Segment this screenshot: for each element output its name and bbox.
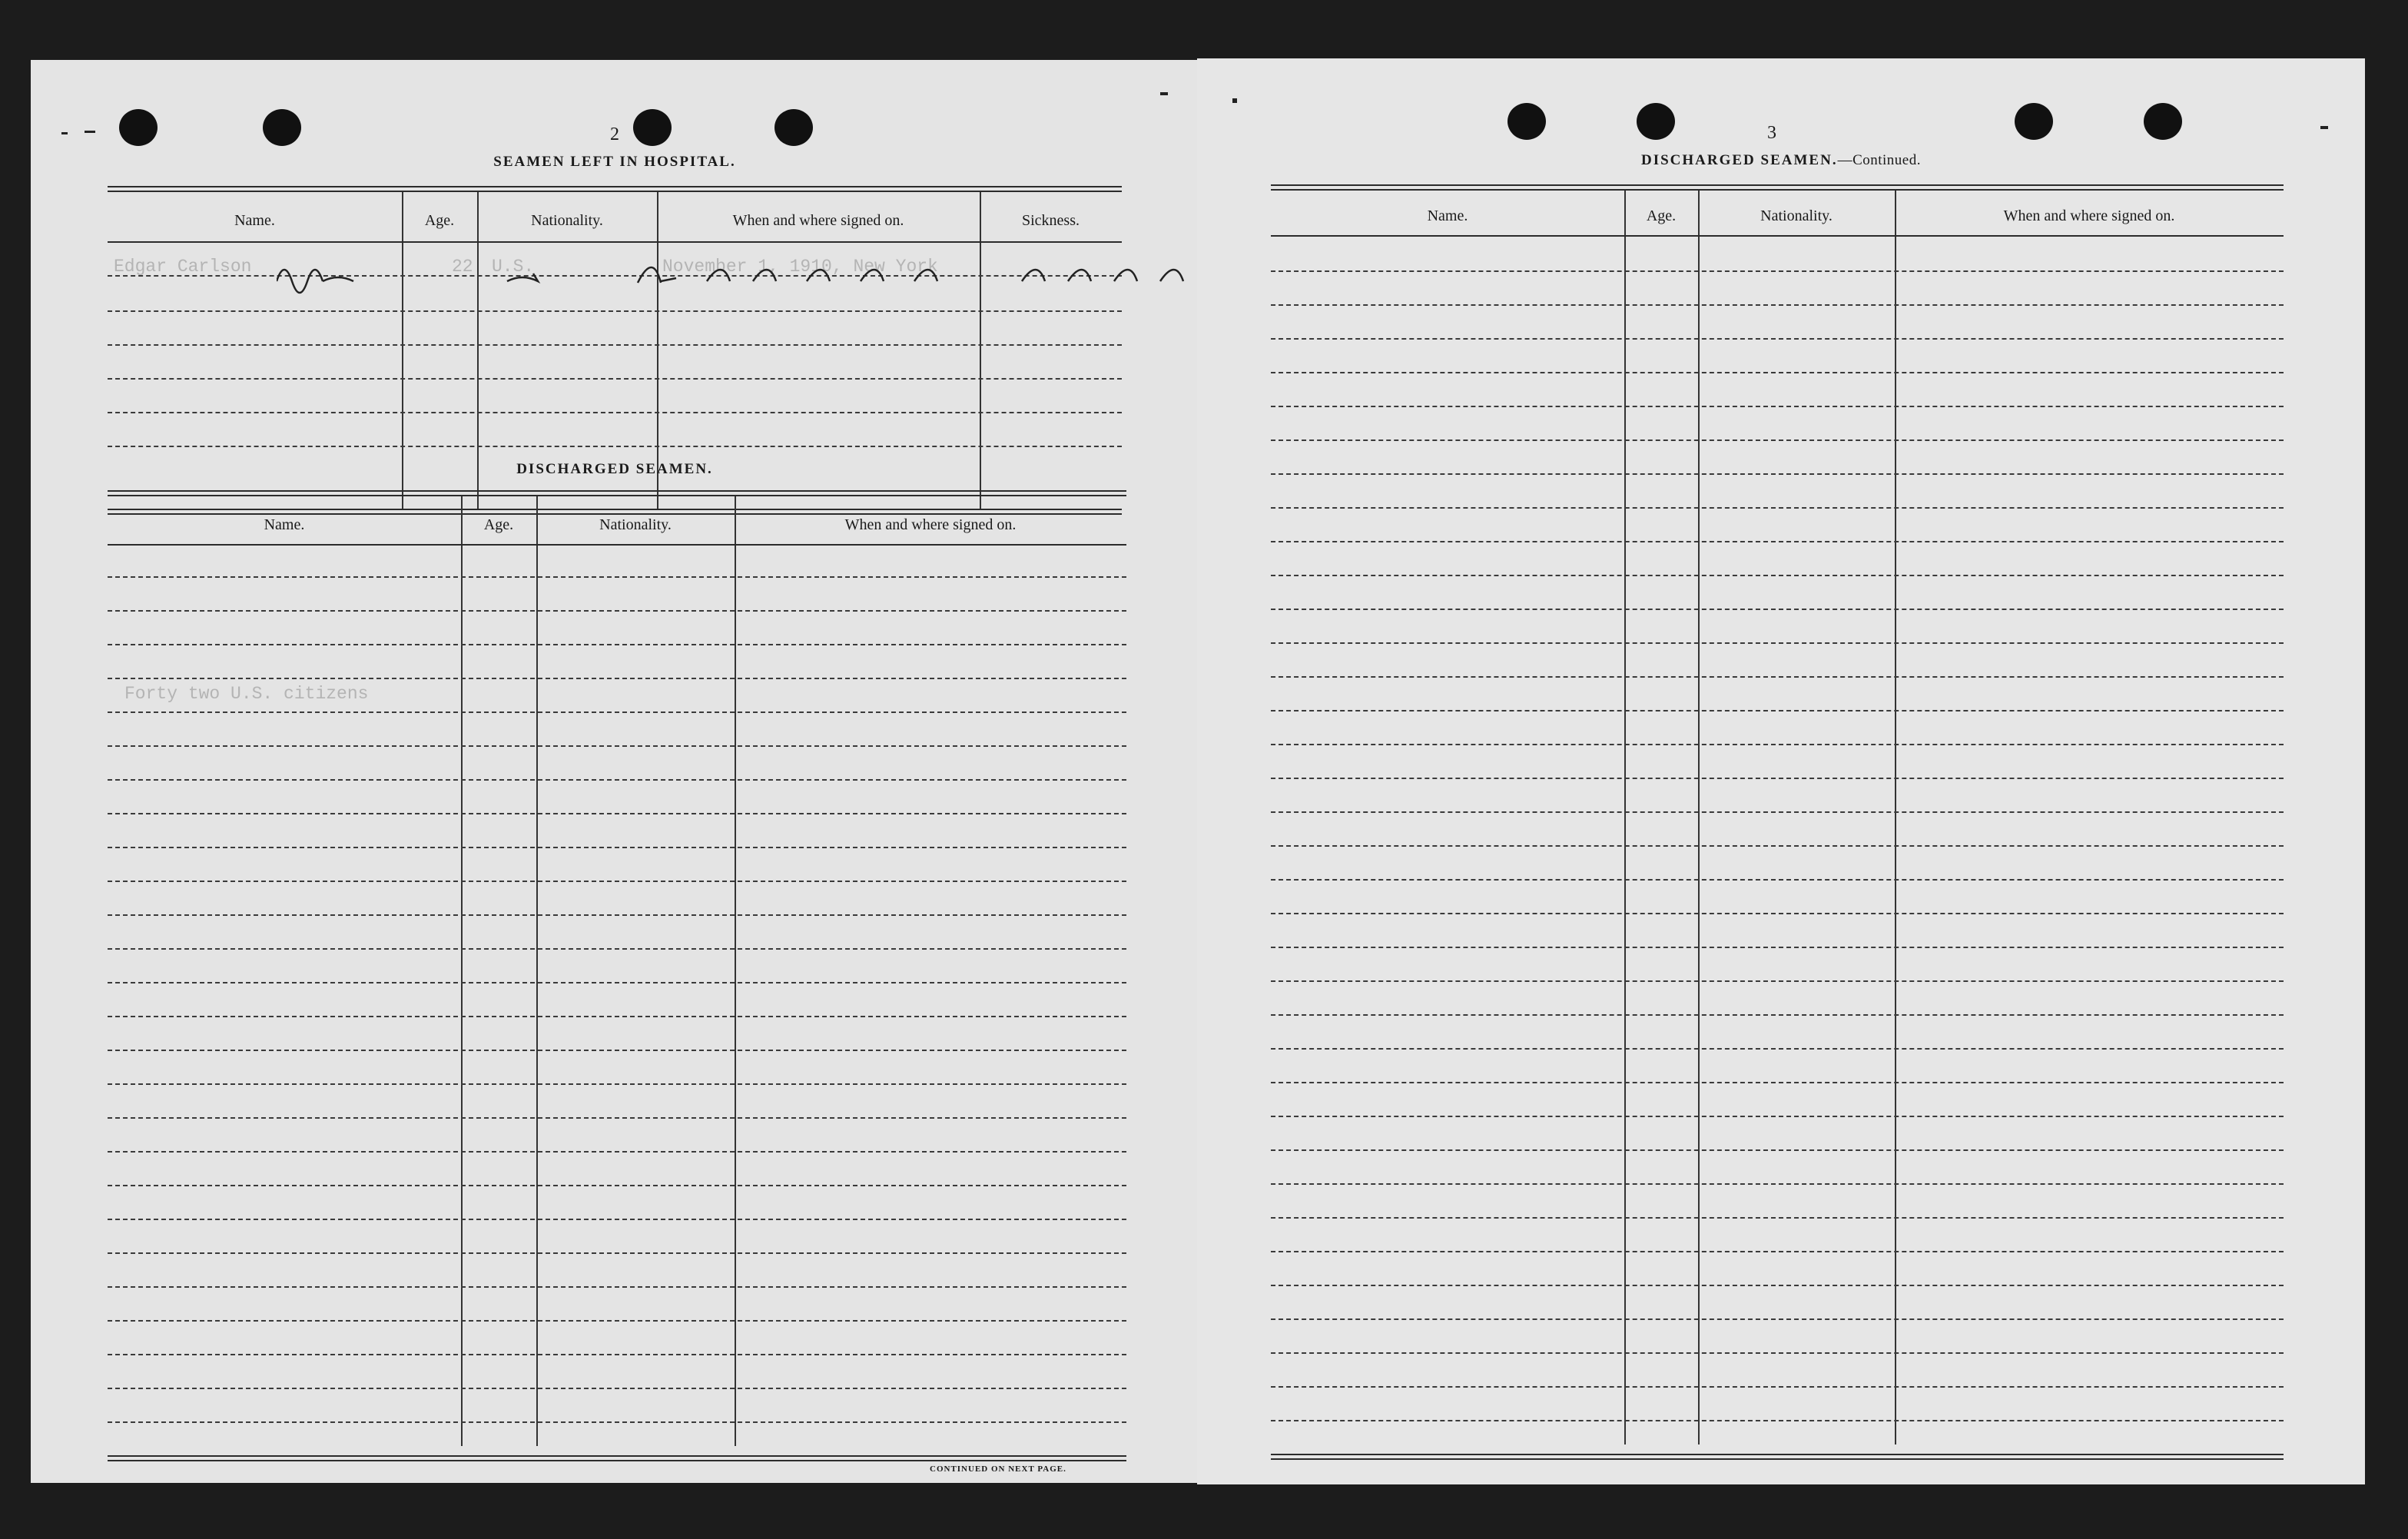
ruled-line [108,711,1126,713]
ruled-line [108,1117,1126,1119]
page-number: 3 [1767,123,1776,143]
ruled-line [108,1185,1126,1186]
ruled-line [1271,710,2284,711]
ruled-line [1271,1014,2284,1016]
ruled-line [108,948,1126,950]
ditto-marks [277,250,1214,297]
ruled-line [108,1320,1126,1322]
col-header-name: Name. [1427,207,1468,224]
ruled-line [1271,1149,2284,1151]
scan-speck [1232,98,1237,103]
punch-hole [2015,103,2053,140]
col-header-age: Age. [483,516,514,533]
col-header-signed-on: When and where signed on. [844,516,1017,533]
title-suffix: —Continued. [1837,152,1921,168]
punch-hole [1637,103,1675,140]
punch-hole [774,109,813,146]
ruled-line [1271,1048,2284,1050]
ruled-line [108,847,1126,848]
ruled-line [1271,744,2284,745]
discharged-table-left [108,490,1126,1460]
ruled-line [1271,1386,2284,1388]
scan-speck [61,132,68,134]
hospital-section-title: SEAMEN LEFT IN HOSPITAL. [493,154,736,170]
ruled-line [108,779,1126,781]
punch-hole [119,109,158,146]
discharged-note: Forty two U.S. citizens [124,684,369,704]
ruled-line [108,881,1126,882]
ruled-line [108,1421,1126,1423]
ruled-line [1271,1318,2284,1320]
ruled-line [1271,1082,2284,1083]
scan-speck [2320,126,2328,129]
ruled-line [1271,1217,2284,1219]
punch-hole [263,109,301,146]
ruled-line [108,1354,1126,1355]
ruled-line [1271,947,2284,948]
col-header-signed-on: When and where signed on. [2003,207,2175,224]
ruled-line [1271,338,2284,340]
left-page [31,60,1199,1483]
ruled-line [1271,778,2284,779]
col-header-age: Age. [1646,207,1677,224]
ruled-line [108,914,1126,916]
punch-hole [2144,103,2182,140]
ruled-line [1271,1116,2284,1117]
hospital-entry-name: Edgar Carlson [114,257,252,277]
hospital-entry-nationality: U.S. [492,257,535,277]
hospital-entry-signed-on: November 1, 1910, New York [662,257,938,277]
ruled-line [108,610,1126,612]
ruled-line [1271,270,2284,272]
ruled-line [1271,1183,2284,1185]
ruled-line [108,1286,1126,1288]
ruled-line [1271,406,2284,407]
ruled-line [1271,642,2284,644]
col-header-name: Name. [234,212,275,229]
col-header-signed-on: When and where signed on. [732,212,904,229]
col-header-nationality: Nationality. [531,212,603,229]
col-header-sickness: Sickness. [1022,212,1080,229]
ruled-line [108,982,1126,983]
ruled-line [1271,845,2284,847]
ruled-line [1271,879,2284,881]
ruled-line [108,1151,1126,1153]
ruled-line [108,813,1126,814]
continued-note: CONTINUED ON NEXT PAGE. [930,1464,1066,1474]
ruled-line [108,1252,1126,1254]
ruled-line [108,1083,1126,1085]
title-main: DISCHARGED SEAMEN. [1640,152,1838,168]
page-number: 2 [610,124,619,144]
ruled-line [1271,811,2284,813]
ruled-line [108,678,1126,679]
col-header-nationality: Nationality. [1760,207,1833,224]
ruled-line [108,1388,1126,1389]
ruled-line [1271,304,2284,306]
ruled-line [1271,676,2284,678]
hospital-entry-age: 22 [452,257,473,277]
ruled-line [1271,609,2284,610]
ruled-line [108,1050,1126,1051]
col-header-age: Age. [424,212,455,229]
ruled-line [108,1219,1126,1220]
ruled-line [108,745,1126,747]
ruled-line [1271,1352,2284,1354]
col-header-nationality: Nationality. [599,516,672,533]
discharged-table-right [1271,184,2284,1460]
ruled-line [1271,575,2284,576]
ruled-line [1271,439,2284,441]
discharged-section-title: DISCHARGED SEAMEN. [516,461,713,477]
ruled-line [1271,1285,2284,1286]
ruled-line [1271,1251,2284,1252]
scan-speck [1160,92,1168,95]
ruled-line [108,1016,1126,1017]
right-page [1197,58,2365,1484]
ruled-line [108,576,1126,578]
ruled-line [1271,507,2284,509]
punch-hole [633,109,672,146]
ruled-line [1271,541,2284,542]
discharged-continued-title [1535,152,2027,169]
scan-speck [85,131,95,133]
punch-hole [1507,103,1546,140]
ruled-line [1271,913,2284,914]
ruled-line [1271,473,2284,475]
ruled-line [1271,980,2284,982]
col-header-name: Name. [264,516,305,533]
ruled-line [1271,1420,2284,1421]
ruled-line [108,644,1126,645]
ruled-line [1271,372,2284,373]
